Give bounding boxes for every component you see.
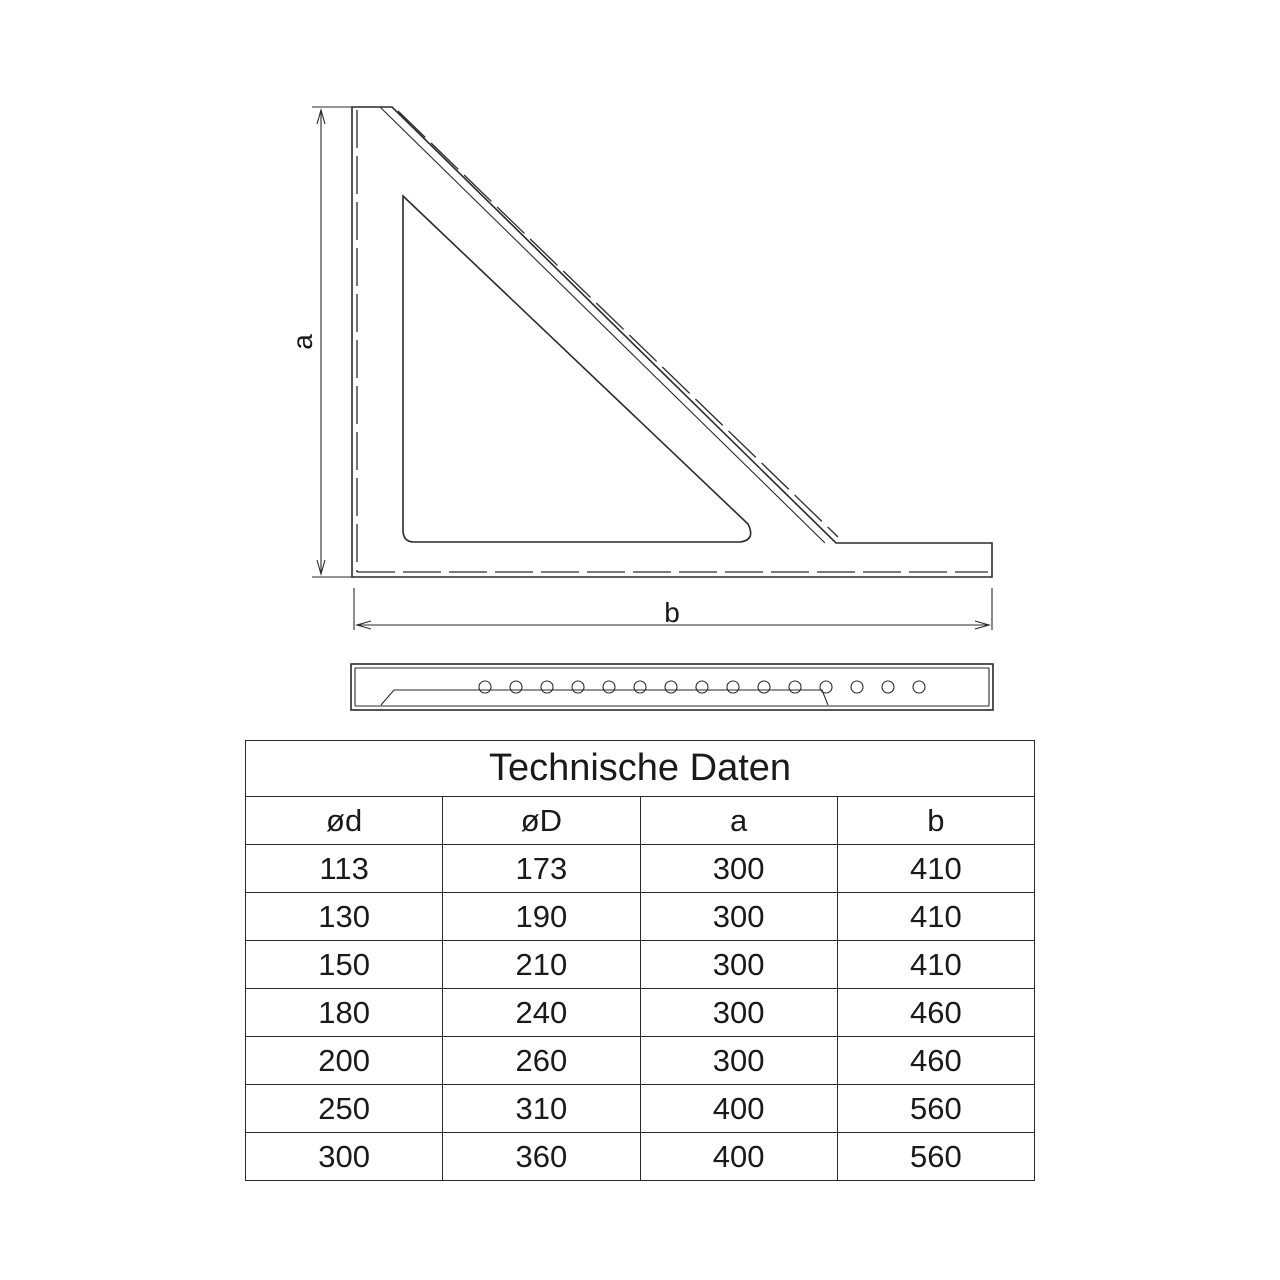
cell-od: 180 bbox=[246, 989, 443, 1037]
cell-a: 400 bbox=[640, 1133, 837, 1181]
cell-a: 300 bbox=[640, 1037, 837, 1085]
adjustment-hole bbox=[510, 681, 522, 693]
adjustment-hole bbox=[820, 681, 832, 693]
cell-b: 460 bbox=[837, 989, 1034, 1037]
cell-b: 410 bbox=[837, 941, 1034, 989]
hole-row bbox=[479, 681, 925, 693]
technical-data-table bbox=[245, 740, 1035, 1181]
cell-oD: 240 bbox=[443, 989, 640, 1037]
cell-od: 113 bbox=[246, 845, 443, 893]
adjustment-hole bbox=[727, 681, 739, 693]
table-row bbox=[246, 1133, 1035, 1181]
cell-od: 150 bbox=[246, 941, 443, 989]
bracket-side-view bbox=[352, 107, 992, 577]
dimension-a-label: a bbox=[287, 334, 318, 350]
table-header-row bbox=[246, 797, 1035, 845]
table-row bbox=[246, 845, 1035, 893]
cell-od: 300 bbox=[246, 1133, 443, 1181]
bracket-top-view bbox=[351, 664, 993, 710]
cell-oD: 190 bbox=[443, 893, 640, 941]
adjustment-hole bbox=[665, 681, 677, 693]
table-row bbox=[246, 1037, 1035, 1085]
adjustment-hole bbox=[634, 681, 646, 693]
adjustment-hole bbox=[758, 681, 770, 693]
cell-oD: 360 bbox=[443, 1133, 640, 1181]
dimension-b-label: b bbox=[664, 597, 680, 628]
adjustment-hole bbox=[479, 681, 491, 693]
bracket-outline bbox=[352, 107, 992, 577]
adjustment-hole bbox=[572, 681, 584, 693]
header-dimension-a: a bbox=[640, 797, 837, 845]
bracket-inner-cutout bbox=[403, 196, 751, 542]
table-row bbox=[246, 893, 1035, 941]
adjustment-hole bbox=[696, 681, 708, 693]
bracket-diagonal-edge bbox=[380, 107, 825, 543]
cell-b: 460 bbox=[837, 1037, 1034, 1085]
cell-b: 560 bbox=[837, 1133, 1034, 1181]
header-dimension-b: b bbox=[837, 797, 1034, 845]
cell-od: 200 bbox=[246, 1037, 443, 1085]
dimension-a bbox=[287, 107, 352, 577]
cell-a: 400 bbox=[640, 1085, 837, 1133]
adjustment-hole bbox=[913, 681, 925, 693]
table-row bbox=[246, 941, 1035, 989]
header-small-diameter: ød bbox=[246, 797, 443, 845]
cell-oD: 260 bbox=[443, 1037, 640, 1085]
cell-a: 300 bbox=[640, 845, 837, 893]
cell-a: 300 bbox=[640, 893, 837, 941]
rail-outline bbox=[351, 664, 993, 710]
cell-od: 130 bbox=[246, 893, 443, 941]
table-row bbox=[246, 989, 1035, 1037]
cell-b: 410 bbox=[837, 893, 1034, 941]
adjustment-hole bbox=[541, 681, 553, 693]
hidden-line-diagonal bbox=[398, 111, 838, 537]
adjustment-hole bbox=[882, 681, 894, 693]
adjustment-hole bbox=[789, 681, 801, 693]
adjustment-hole bbox=[603, 681, 615, 693]
cell-b: 410 bbox=[837, 845, 1034, 893]
table-title: Technische Daten bbox=[246, 741, 1035, 797]
adjustment-hole bbox=[851, 681, 863, 693]
cell-a: 300 bbox=[640, 989, 837, 1037]
cell-oD: 310 bbox=[443, 1085, 640, 1133]
cell-oD: 210 bbox=[443, 941, 640, 989]
header-large-diameter: øD bbox=[443, 797, 640, 845]
cell-b: 560 bbox=[837, 1085, 1034, 1133]
cell-od: 250 bbox=[246, 1085, 443, 1133]
dimension-b bbox=[354, 588, 992, 630]
table-row bbox=[246, 1085, 1035, 1133]
cell-oD: 173 bbox=[443, 845, 640, 893]
cell-a: 300 bbox=[640, 941, 837, 989]
